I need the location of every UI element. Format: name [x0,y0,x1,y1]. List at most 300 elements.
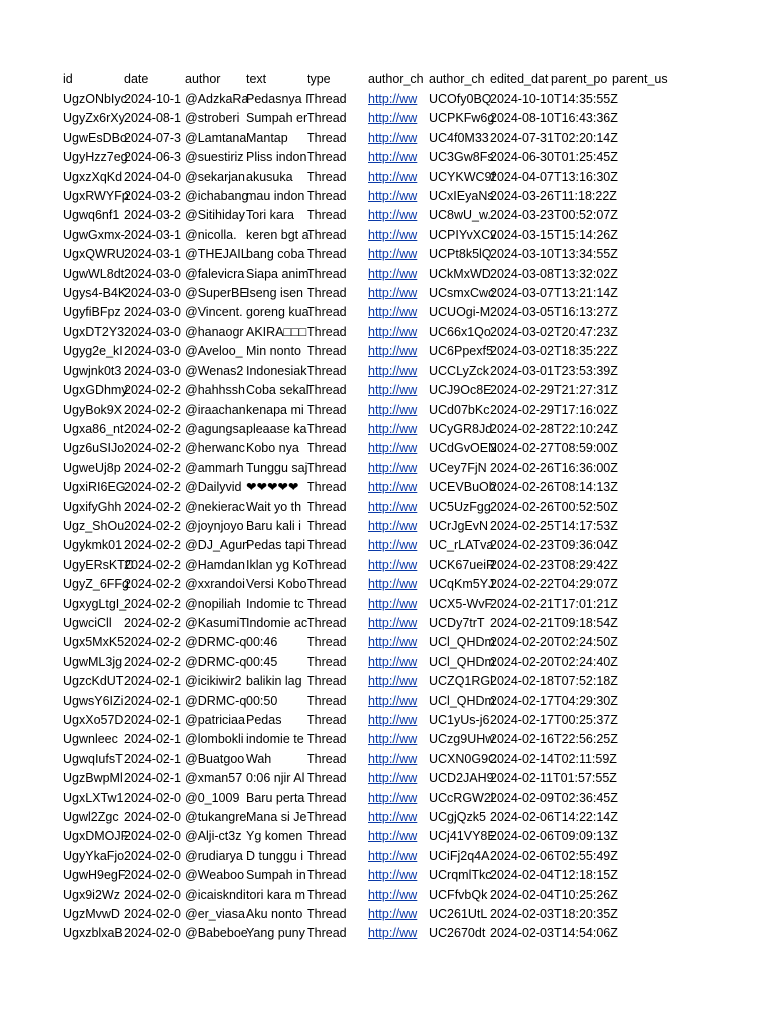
author-channel-link[interactable]: http://ww [368,829,418,844]
cell-text: Siapa anim [246,266,309,281]
table-row [63,401,673,420]
cell-date: 2024-02-0 [124,848,181,863]
cell-edited-date: 2024-03-10T13:34:55Z [490,247,618,262]
cell-author-channel-url [368,90,429,109]
cell-author: @Hamdan [185,557,245,572]
parent-post-header: parent_po [551,72,608,86]
table-row [63,284,673,303]
table-row [63,187,673,206]
cell-author-channel-url [368,711,429,730]
table-row [63,245,673,264]
cell-edited-date: 2024-04-07T13:16:30Z [490,169,618,184]
cell-type: Thread [307,674,347,689]
author-channel-link[interactable]: http://ww [368,480,418,495]
cell-author-channel-id: UCyGR8Jd [429,421,493,436]
cell-author-channel-id: UCl_QHDm [429,635,495,650]
cell-edited-date: 2024-10-10T14:35:55Z [490,92,618,106]
table-row [63,653,673,672]
cell-type: Thread [307,557,347,572]
cell-author-channel-url [368,924,429,943]
cell-edited-date: 2024-02-03T18:20:35Z [490,907,618,922]
cell-author-channel-url [368,323,429,342]
cell-author-channel-url [368,206,429,225]
cell-edited-date: 2024-03-23T00:52:07Z [490,208,618,223]
cell-edited-date: 2024-03-15T15:14:26Z [490,227,618,242]
cell-author-channel-url [368,633,429,652]
cell-edited-date: 2024-02-03T14:54:06Z [490,926,618,941]
table-row [63,711,673,730]
cell-author-channel-id: UCsmxCwc [429,286,495,301]
cell-type: Thread [307,460,347,475]
cell-date: 2024-02-2 [124,383,181,398]
cell-author-channel-id: UCl_QHDm [429,693,495,708]
table-row [63,614,673,633]
cell-author: @Aveloo_ [185,344,243,359]
cell-author-channel-id: UCqKm5YJ [429,577,495,592]
cell-type: Thread [307,887,347,902]
cell-id: UgzcKdUT [63,674,124,689]
table-row [63,323,673,342]
cell-edited-date: 2024-03-05T16:13:27Z [490,305,618,320]
cell-author-channel-id: UCdGvOEN [429,441,498,456]
cell-author-channel-url [368,439,429,458]
cell-author-channel-id: UCZQ1RGl [429,674,493,689]
cell-author-channel-url [368,692,429,711]
table-row [63,303,673,322]
table-row [63,808,673,827]
cell-type: Thread [307,654,347,669]
cell-id: UgxRWYFp [63,189,129,204]
cell-type: Thread [307,227,347,242]
author-channel-link[interactable]: http://ww [368,189,418,204]
cell-author: @ammarh [185,460,244,475]
cell-author: @iraachan [185,402,246,417]
cell-author: @agungsa [185,421,246,436]
table-row [63,633,673,652]
cell-author: @Weaboo [185,868,245,883]
header-row [63,68,673,90]
table-row [63,226,673,245]
cell-author: @DRMC-q [185,654,247,669]
author-channel-link[interactable]: http://ww [368,635,418,650]
cell-author: @icaiskndi [185,887,246,902]
cell-author: @THEJAIL [185,247,248,262]
cell-text: Versi Kobo [246,577,307,592]
cell-type: Thread [307,130,347,145]
table-row [63,206,673,225]
cell-author-channel-url [368,769,429,788]
cell-id: UgyZ_6FFg [63,577,129,592]
table-row [63,148,673,167]
cell-id: UgwEsDBo [63,130,127,145]
cell-author: @xman57 [185,771,243,786]
cell-author: @Vincent. [185,305,243,320]
cell-type: Thread [307,324,347,339]
cell-type: Thread [307,635,347,650]
author-channel-link[interactable]: http://ww [368,810,418,825]
cell-author: @rudiarya [185,848,243,863]
author-channel-link[interactable]: http://ww [368,227,418,242]
cell-author: @herwanc [185,441,245,456]
cell-edited-date: 2024-02-23T08:29:42Z [490,557,618,572]
cell-text: Iklan yg Ko [246,557,308,572]
cell-id: Ugwq6nf1 [63,208,120,223]
cell-text: keren bgt a [246,227,309,242]
cell-text: Indonesiak [246,363,307,378]
cell-author-channel-id: UCK67ueiR [429,557,496,572]
author-channel-link[interactable]: http://ww [368,926,418,941]
author-channel-link[interactable]: http://ww [368,92,418,106]
cell-date: 2024-02-0 [124,887,181,902]
author-channel-link[interactable]: http://ww [368,848,418,863]
table-row [63,265,673,284]
table-row [63,692,673,711]
cell-edited-date: 2024-02-26T16:36:00Z [490,460,618,475]
cell-date: 2024-03-2 [124,208,181,223]
cell-date: 2024-10-1 [124,92,181,106]
table-row [63,789,673,808]
cell-text: Tunggu saj [246,460,308,475]
author-channel-link[interactable]: http://ww [368,460,418,475]
author-channel-link[interactable]: http://ww [368,421,418,436]
cell-author: @DJ_Agun [185,538,250,553]
cell-edited-date: 2024-02-20T02:24:40Z [490,654,618,669]
cell-text: Yang puny [246,926,305,941]
cell-text: Kobo nya [246,441,299,456]
cell-type: Thread [307,518,347,533]
table-row [63,478,673,497]
cell-author-channel-id: UC8wU_w. [429,208,491,223]
cell-edited-date: 2024-02-06T02:55:49Z [490,848,618,863]
author-channel-link[interactable]: http://ww [368,111,418,126]
cell-text: 00:50 [246,693,278,708]
cell-author-channel-url [368,420,429,439]
table-row [63,439,673,458]
table-row [63,575,673,594]
cell-author: @DRMC-q [185,635,247,650]
cell-date: 2024-02-2 [124,460,181,475]
cell-id: UgxGDhmy [63,383,128,398]
cell-author-channel-id: UCrqmlTkc [429,868,492,883]
table-row [63,750,673,769]
cell-id: UgwsY6IZi [63,693,124,708]
cell-edited-date: 2024-02-20T02:24:50Z [490,635,618,650]
cell-type: Thread [307,92,347,106]
cell-author-channel-url [368,109,429,128]
cell-text: Pedas tapi [246,538,306,553]
cell-author-channel-id: UCPt8k5lQ [429,247,492,262]
cell-edited-date: 2024-03-08T13:32:02Z [490,266,618,281]
cell-date: 2024-02-2 [124,557,181,572]
cell-edited-date: 2024-02-22T04:29:07Z [490,577,618,592]
cell-author-channel-url [368,886,429,905]
cell-id: UgyZx6rXy [63,111,125,126]
cell-id: Ugwl2Zgc [63,810,119,825]
cell-text: Wait yo th [246,499,302,514]
cell-date: 2024-02-0 [124,868,181,883]
author-channel-link[interactable]: http://ww [368,907,418,922]
cell-author-channel-id: UCj41VY8E [429,829,496,844]
cell-edited-date: 2024-02-11T01:57:55Z [490,771,617,786]
cell-author-channel-url [368,342,429,361]
cell-type: Thread [307,480,347,495]
author-channel-link[interactable]: http://ww [368,751,418,766]
author-channel-link[interactable]: http://ww [368,383,418,398]
cell-edited-date: 2024-02-21T17:01:21Z [490,596,618,611]
cell-author: @Wenas2 [185,363,244,378]
cell-date: 2024-03-0 [124,266,181,281]
author-channel-link[interactable]: http://ww [368,674,418,689]
cell-type: Thread [307,732,347,747]
author-channel-link[interactable]: http://ww [368,887,418,902]
edited-date-header: edited_dat [490,72,549,86]
author-channel-link[interactable]: http://ww [368,790,418,805]
cell-type: Thread [307,286,347,301]
author-channel-link[interactable]: http://ww [368,518,418,533]
cell-id: Ugwnleec [63,732,118,747]
cell-date: 2024-02-2 [124,654,181,669]
cell-author-channel-id: UCXN0G9C [429,751,498,766]
cell-author: @0_1009 [185,790,240,805]
author-channel-link[interactable]: http://ww [368,208,418,223]
table-row [63,420,673,439]
author-channel-link[interactable]: http://ww [368,305,418,320]
cell-edited-date: 2024-02-04T10:25:26Z [490,887,618,902]
cell-date: 2024-03-2 [124,189,181,204]
cell-id: UgxzblxaB [63,926,123,941]
cell-id: UgxDT2Y3 [63,324,125,339]
cell-author: @er_viasa [185,907,245,922]
cell-author: @hanaogr [185,324,244,339]
author-channel-link[interactable]: http://ww [368,868,418,883]
cell-type: Thread [307,111,347,126]
author-channel-link[interactable]: http://ww [368,130,418,145]
author-channel-link[interactable]: http://ww [368,169,418,184]
cell-author-channel-id: UCCLyZck [429,363,489,378]
cell-author-channel-id: UCPKFw6g [429,111,495,126]
table-row [63,924,673,943]
cell-text: pleaase ka [246,421,307,436]
cell-type: Thread [307,926,347,941]
author-channel-link[interactable]: http://ww [368,344,418,359]
cell-edited-date: 2024-02-18T07:52:18Z [490,674,618,689]
cell-text: Tori kara [246,208,294,223]
id-header: id [63,72,73,86]
author-channel-link[interactable]: http://ww [368,771,418,786]
cell-id: UgyfiBFpz [63,305,121,320]
cell-author-channel-id: UC5UzFgg [429,499,491,514]
cell-date: 2024-04-0 [124,169,181,184]
cell-author-channel-url [368,226,429,245]
cell-type: Thread [307,907,347,922]
table-row [63,168,673,187]
cell-text: tori kara m [246,887,306,902]
cell-edited-date: 2024-02-29T17:16:02Z [490,402,618,417]
cell-author-channel-id: UCX5-WvF [429,596,493,611]
cell-author-channel-id: UCcRGW2l [429,790,494,805]
author-channel-link[interactable]: http://ww [368,693,418,708]
cell-edited-date: 2024-02-04T12:18:15Z [490,868,618,883]
cell-type: Thread [307,868,347,883]
table-row [63,517,673,536]
cell-id: UgyYkaFjo [63,848,125,863]
cell-author-channel-id: UCYKWC9f [429,169,495,184]
cell-edited-date: 2024-02-06T09:09:13Z [490,829,618,844]
author-channel-link[interactable]: http://ww [368,441,418,456]
cell-author: @nopiliah [185,596,241,611]
cell-author-channel-url [368,478,429,497]
cell-author-channel-id: UCxIEyaNs [429,189,494,204]
cell-author-channel-id: UCPIYvXCv [429,227,497,242]
author-channel-link[interactable]: http://ww [368,732,418,747]
cell-author-channel-id: UCd07bKc [429,402,490,417]
cell-author-channel-url [368,498,429,517]
table-row [63,459,673,478]
cell-author-channel-url [368,672,429,691]
cell-text: bang coba [246,247,305,262]
cell-type: Thread [307,751,347,766]
cell-author: @icikiwir2 [185,674,242,689]
cell-date: 2024-07-3 [124,130,181,145]
cell-text: Yg komen [246,829,303,844]
cell-author: @lombokli [185,732,244,747]
cell-date: 2024-02-2 [124,577,181,592]
type-header: type [307,72,331,86]
cell-id: UgyHzz7eg [63,150,128,165]
cell-author: @ichabang [185,189,249,204]
cell-type: Thread [307,266,347,281]
cell-date: 2024-02-2 [124,441,181,456]
cell-type: Thread [307,538,347,553]
author-channel-link[interactable]: http://ww [368,654,418,669]
cell-type: Thread [307,247,347,262]
cell-author-channel-id: UC66x1Qo [429,324,491,339]
cell-id: UgyBok9X [63,402,123,417]
author-channel-link[interactable]: http://ww [368,499,418,514]
cell-author: @Buatgoo [185,751,245,766]
table-row [63,847,673,866]
author-channel-url-header: author_ch [368,72,424,86]
cell-author-channel-id: UCFfvbQk [429,887,488,902]
author-channel-link[interactable]: http://ww [368,247,418,262]
cell-author-channel-id: UC1yUs-j6 [429,713,490,727]
cell-id: Ugz_ShOu [63,518,125,533]
cell-type: Thread [307,790,347,805]
cell-author-channel-url [368,575,429,594]
cell-type: Thread [307,848,347,863]
cell-id: Ugwjnk0t3 [63,363,122,378]
author-channel-link[interactable]: http://ww [368,150,418,165]
cell-type: Thread [307,596,347,611]
cell-text: Baru kali i [246,518,301,533]
cell-text: balikin lag [246,674,302,689]
author-channel-link[interactable]: http://ww [368,713,418,727]
cell-text: Mana si Je [246,810,307,825]
cell-edited-date: 2024-02-26T08:14:13Z [490,480,618,495]
author-channel-link[interactable]: http://ww [368,266,418,281]
cell-author: @Sitihiday [185,208,245,223]
cell-author: @Dailyvid [185,480,242,495]
cell-type: Thread [307,829,347,844]
author-channel-link[interactable]: http://ww [368,324,418,339]
cell-type: Thread [307,499,347,514]
cell-text: Indomie tc [246,596,304,611]
cell-edited-date: 2024-07-31T02:20:14Z [490,130,618,145]
cell-text: Coba sekal [246,383,309,398]
cell-edited-date: 2024-02-16T22:56:25Z [490,732,618,747]
cell-text: D tunggu i [246,848,303,863]
cell-author: @SuperBE [185,286,248,301]
author-channel-link[interactable]: http://ww [368,615,418,630]
cell-edited-date: 2024-02-27T08:59:00Z [490,441,618,456]
cell-id: UgwH9egF [63,868,126,883]
cell-id: Ugyg2e_kI [63,344,123,359]
cell-type: Thread [307,150,347,165]
cell-text: Min nonto [246,344,301,359]
cell-author-channel-id: UC6Ppexf5 [429,344,493,359]
cell-text: Pedas [246,713,282,727]
cell-author: @DRMC-q [185,693,247,708]
cell-edited-date: 2024-03-02T18:35:22Z [490,344,618,359]
cell-date: 2024-02-2 [124,499,181,514]
cell-id: UgwML3jg [63,654,123,669]
cell-date: 2024-03-1 [124,247,181,262]
cell-id: UgxQWRU [63,247,125,262]
cell-author-channel-id: UCl_QHDm [429,654,495,669]
author-channel-link[interactable]: http://ww [368,596,418,611]
table-body [63,90,673,944]
cell-author: @KasumiT [185,615,248,630]
cell-date: 2024-02-2 [124,480,181,495]
table-row [63,866,673,885]
author-channel-link[interactable]: http://ww [368,538,418,553]
cell-type: Thread [307,713,347,727]
cell-author: @Babeboe [185,926,248,941]
table-row [63,342,673,361]
cell-type: Thread [307,208,347,223]
cell-author: @tukangre [185,810,247,825]
table-row [63,362,673,381]
cell-id: UgweUj8p [63,460,121,475]
cell-id: UgxifyGhh [63,499,122,514]
cell-type: Thread [307,441,347,456]
cell-author: @nekierac [185,499,245,514]
cell-author-channel-url [368,362,429,381]
cell-type: Thread [307,771,347,786]
cell-author: @Alji-ct3z [185,829,242,844]
cell-author-channel-id: UCkMxWD [429,266,491,281]
table-row [63,109,673,128]
author-channel-link[interactable]: http://ww [368,363,418,378]
cell-id: UgzONbIyc [63,92,127,106]
cell-author-channel-url [368,303,429,322]
cell-author-channel-url [368,847,429,866]
author-channel-link[interactable]: http://ww [368,557,418,572]
author-channel-link[interactable]: http://ww [368,402,418,417]
cell-author: @AdzkaRa [185,92,249,106]
table-row [63,536,673,555]
cell-text: Iseng isen [246,286,303,301]
author-channel-link[interactable]: http://ww [368,577,418,592]
cell-text: Sumpah in [246,868,306,883]
cell-date: 2024-03-0 [124,324,181,339]
cell-author-channel-url [368,245,429,264]
cell-date: 2024-02-2 [124,421,181,436]
cell-id: UgzBwpMl [63,771,123,786]
cell-edited-date: 2024-02-09T02:36:45Z [490,790,618,805]
author-channel-link[interactable]: http://ww [368,286,418,301]
cell-author-channel-url [368,750,429,769]
